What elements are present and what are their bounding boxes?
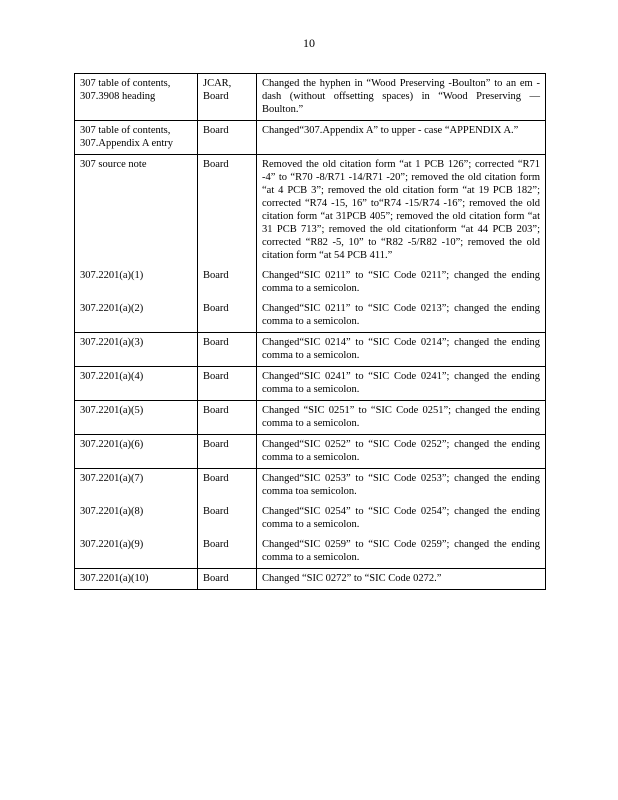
table-row — [75, 569, 546, 590]
table-row — [75, 333, 546, 367]
agency-cell: Board — [198, 299, 257, 333]
change-cell: Changed“SIC 0252” to “SIC Code 0252”; changed the ending comma to a semicolon. — [257, 435, 546, 469]
change-cell: Changed the hyphen in “Wood Preserving -Boulton” to an em -dash (without offsetting spaces) in “Wood Preserving — Boulton.” — [257, 74, 546, 121]
table-row — [75, 367, 546, 401]
table-row — [75, 502, 546, 535]
section-cell: 307.2201(a)(3) — [75, 333, 198, 367]
agency-cell: Board — [198, 266, 257, 299]
change-cell: Changed“SIC 0211” to “SIC Code 0213”; changed the ending comma to a semicolon. — [257, 299, 546, 333]
section-cell: 307.2201(a)(8) — [75, 502, 198, 535]
agency-cell: Board — [198, 333, 257, 367]
section-cell: 307.2201(a)(2) — [75, 299, 198, 333]
table-row — [75, 299, 546, 333]
section-cell: 307.2201(a)(10) — [75, 569, 198, 590]
change-cell: Changed “SIC 0251” to “SIC Code 0251”; changed the ending comma to a semicolon. — [257, 401, 546, 435]
change-cell: Changed“SIC 0254” to “SIC Code 0254”; changed the ending comma to a semicolon. — [257, 502, 546, 535]
agency-cell: Board — [198, 121, 257, 155]
section-cell: 307.2201(a)(4) — [75, 367, 198, 401]
section-cell: 307.2201(a)(1) — [75, 266, 198, 299]
table-row — [75, 266, 546, 299]
change-cell: Changed“SIC 0259” to “SIC Code 0259”; changed the ending comma to a semicolon. — [257, 535, 546, 569]
section-cell: 307 table of contents, 307.Appendix A entry — [75, 121, 198, 155]
change-cell: Changed“SIC 0211” to “SIC Code 0211”; changed the ending comma to a semicolon. — [257, 266, 546, 299]
page-number: 10 — [303, 36, 315, 50]
section-cell: 307.2201(a)(6) — [75, 435, 198, 469]
agency-cell: Board — [198, 569, 257, 590]
change-cell: Changed“SIC 0253” to “SIC Code 0253”; changed the ending comma toa semicolon. — [257, 469, 546, 503]
table-row — [75, 155, 546, 267]
table-row — [75, 535, 546, 569]
change-cell: Changed “SIC 0272” to “SIC Code 0272.” — [257, 569, 546, 590]
change-cell: Removed the old citation form “at 1 PCB 126”; corrected “R71 -4” to “R70 -8/R71 -14/R71 -20”; removed the old citation form “at 4 PCB 3”; removed the old citation form “at 19 PCB 182”; corrected “R74 -15, 16” to“R74 -15/R74 -16”; removed the old citation form “at 31PCB 405”; removed the old citation form “at 31 PCB 713”; removed the old citationform “at 44 PCB 203”; corrected “R82 -5, 10” to “R82 -5/R82 -10”; removed the old citation form “at 54 PCB 411.” — [257, 155, 546, 267]
agency-cell: Board — [198, 435, 257, 469]
agency-cell: Board — [198, 535, 257, 569]
agency-cell: Board — [198, 469, 257, 503]
agency-cell: Board — [198, 367, 257, 401]
agency-cell: JCAR, Board — [198, 74, 257, 121]
section-cell: 307 table of contents, 307.3908 heading — [75, 74, 198, 121]
change-cell: Changed“SIC 0214” to “SIC Code 0214”; changed the ending comma to a semicolon. — [257, 333, 546, 367]
section-cell: 307 source note — [75, 155, 198, 267]
agency-cell: Board — [198, 502, 257, 535]
change-cell: Changed“SIC 0241” to “SIC Code 0241”; changed the ending comma to a semicolon. — [257, 367, 546, 401]
agency-cell: Board — [198, 155, 257, 267]
section-cell: 307.2201(a)(5) — [75, 401, 198, 435]
section-cell: 307.2201(a)(7) — [75, 469, 198, 503]
table-row — [75, 469, 546, 503]
agency-cell: Board — [198, 401, 257, 435]
section-cell: 307.2201(a)(9) — [75, 535, 198, 569]
changes-table — [74, 73, 546, 590]
change-cell: Changed“307.Appendix A” to upper - case “APPENDIX A.” — [257, 121, 546, 155]
table-row — [75, 121, 546, 155]
table-row — [75, 401, 546, 435]
table-row — [75, 74, 546, 121]
table-row — [75, 435, 546, 469]
